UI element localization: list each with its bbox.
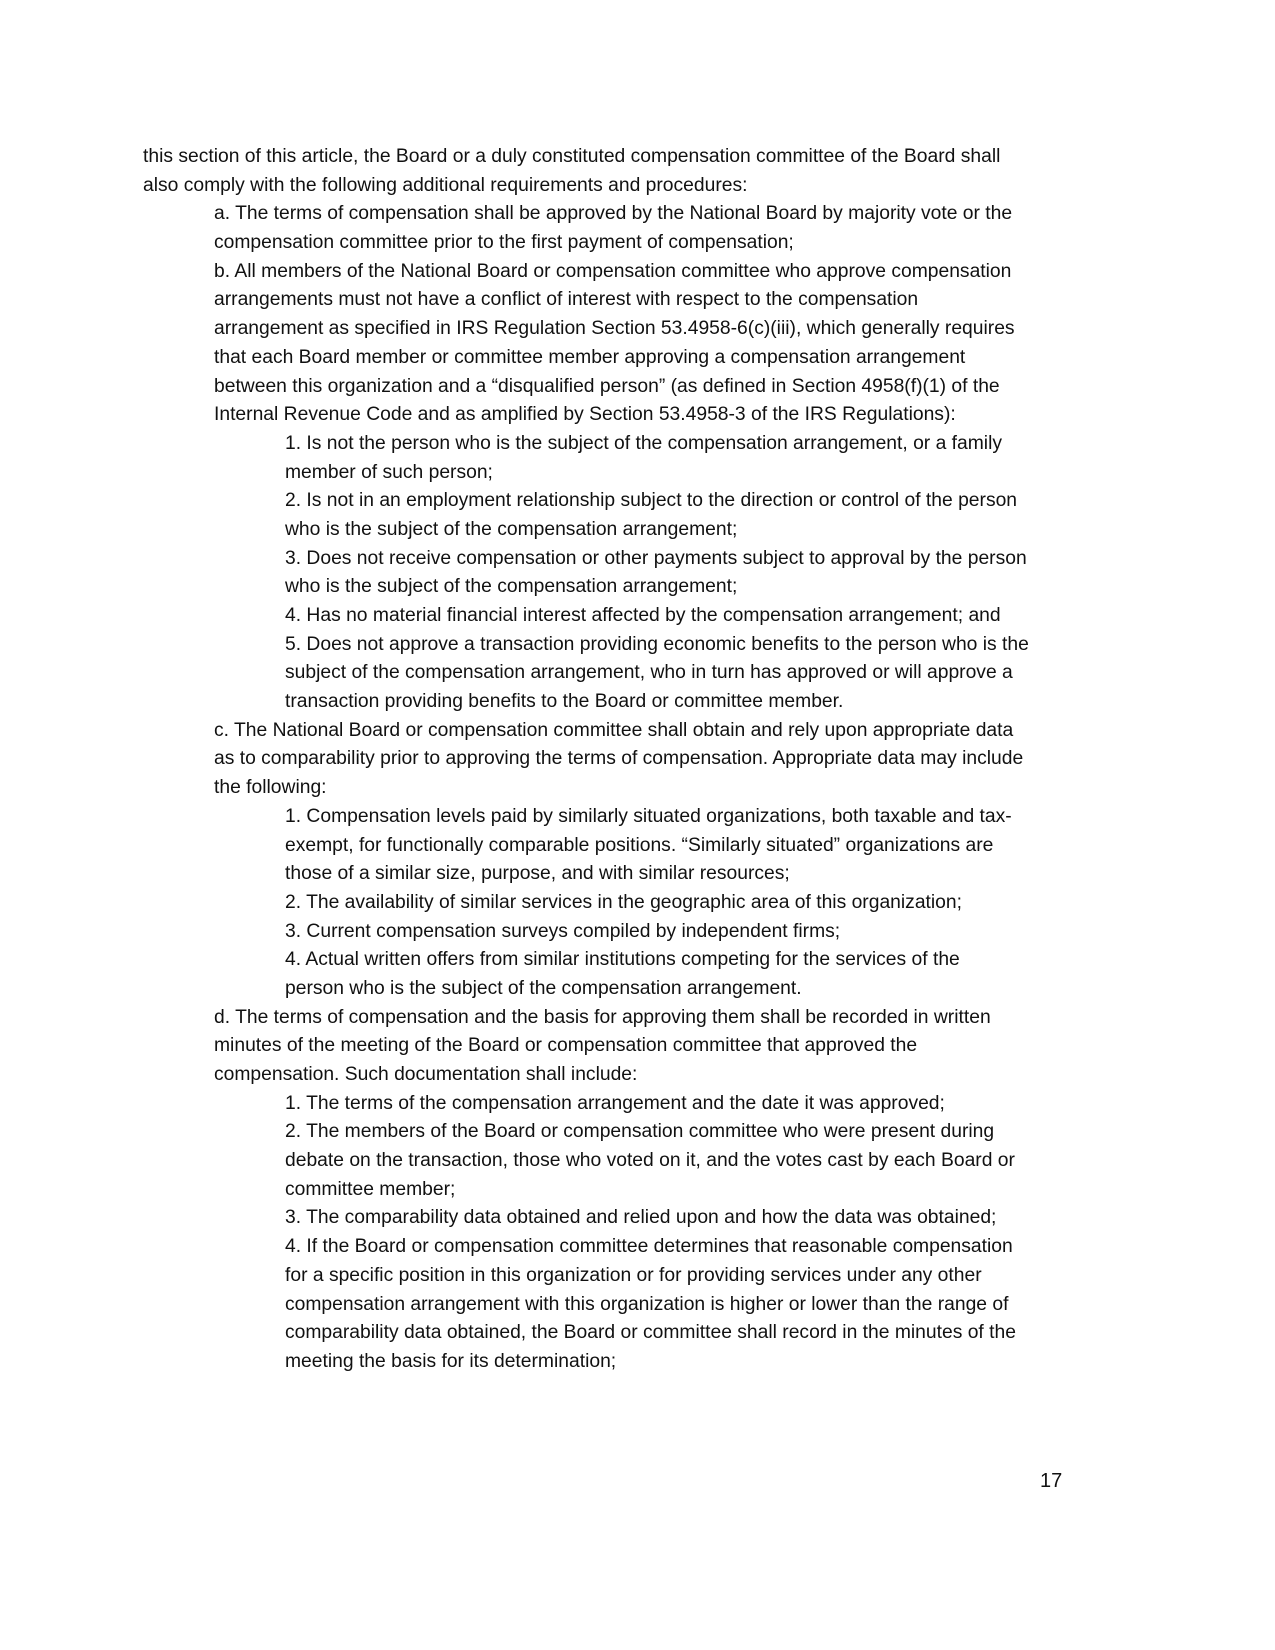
text-line: committee member; xyxy=(285,1178,456,1200)
text-line: that each Board member or committee member approving a compensation arrangement xyxy=(214,346,966,368)
text-line: 1. The terms of the compensation arrangement and the date it was approved; xyxy=(285,1092,945,1114)
page-number: 17 xyxy=(1040,1470,1063,1492)
list-item-numbered xyxy=(0,1090,1275,1119)
list-item-numbered xyxy=(0,918,1275,947)
text-line: 2. Is not in an employment relationship subject to the direction or control of the person xyxy=(285,490,1018,512)
text-line: this section of this article, the Board or a duly constituted compensation committee of the Board shall xyxy=(143,146,1001,167)
text-line: meeting the basis for its determination; xyxy=(285,1350,617,1372)
text-line: 2. The members of the Board or compensation committee who were present during xyxy=(285,1121,995,1143)
text-line: exempt, for functionally comparable positions. “Similarly situated” organizations are xyxy=(285,834,994,856)
text-line: member of such person; xyxy=(285,461,493,483)
list-item-lettered xyxy=(0,1004,1275,1090)
list-item-numbered xyxy=(0,430,1275,487)
list-item-numbered xyxy=(0,487,1275,544)
list-item-lettered xyxy=(0,200,1275,257)
text-line: as to comparability prior to approving the terms of compensation. Appropriate data may include xyxy=(214,748,1024,770)
list-item-numbered xyxy=(0,545,1275,602)
list-item-numbered xyxy=(0,1204,1275,1233)
text-line: 1. Compensation levels paid by similarly situated organizations, both taxable and tax- xyxy=(285,805,1012,827)
text-line: 4. Actual written offers from similar institutions competing for the services of the xyxy=(285,949,960,971)
text-line: a. The terms of compensation shall be approved by the National Board by majority vote or the xyxy=(214,203,1013,225)
text-line: arrangements must not have a conflict of interest with respect to the compensation xyxy=(214,289,919,311)
text-line: who is the subject of the compensation arrangement; xyxy=(285,518,738,540)
text-line: debate on the transaction, those who voted on it, and the votes cast by each Board or xyxy=(285,1150,1015,1172)
text-line: 2. The availability of similar services in the geographic area of this organization; xyxy=(285,891,962,913)
text-line: 3. Does not receive compensation or other payments subject to approval by the person xyxy=(285,547,1027,569)
list-item-numbered xyxy=(0,631,1275,717)
text-line: minutes of the meeting of the Board or compensation committee that approved the xyxy=(214,1035,918,1057)
list-item-numbered xyxy=(0,889,1275,918)
text-line: 5. Does not approve a transaction providing economic benefits to the person who is the xyxy=(285,633,1029,655)
text-line: arrangement as specified in IRS Regulation Section 53.4958-6(c)(iii), which generally requires xyxy=(214,318,1015,340)
text-line: b. All members of the National Board or compensation committee who approve compensation xyxy=(214,260,1012,282)
text-line: d. The terms of compensation and the basis for approving them shall be recorded in written xyxy=(214,1006,991,1028)
list-item-lettered xyxy=(0,717,1275,803)
text-line: 4. Has no material financial interest affected by the compensation arrangement; and xyxy=(285,605,1001,626)
text-line: transaction providing benefits to the Board or committee member. xyxy=(285,691,844,713)
document-body xyxy=(0,143,1275,1377)
text-line: who is the subject of the compensation arrangement; xyxy=(285,576,738,598)
text-line: the following: xyxy=(214,777,327,799)
text-line: 3. Current compensation surveys compiled by independent firms; xyxy=(285,920,841,942)
text-line: 1. Is not the person who is the subject of the compensation arrangement, or a family xyxy=(285,432,1003,454)
list-item-numbered xyxy=(0,946,1275,1003)
paragraph xyxy=(0,143,1275,200)
text-line: compensation committee prior to the first payment of compensation; xyxy=(214,232,794,254)
list-item-numbered xyxy=(0,1118,1275,1204)
text-line: Internal Revenue Code and as amplified by Section 53.4958-3 of the IRS Regulations): xyxy=(214,404,956,426)
text-line: c. The National Board or compensation committee shall obtain and rely upon appropriate data xyxy=(214,719,1014,741)
text-line: for a specific position in this organization or for providing services under any other xyxy=(285,1264,982,1286)
text-line: 3. The comparability data obtained and relied upon and how the data was obtained; xyxy=(285,1207,997,1229)
text-line: comparability data obtained, the Board or committee shall record in the minutes of the xyxy=(285,1322,1016,1344)
text-line: subject of the compensation arrangement, who in turn has approved or will approve a xyxy=(285,662,1013,684)
list-item-numbered xyxy=(0,1233,1275,1376)
text-line: compensation arrangement with this organization is higher or lower than the range of xyxy=(285,1293,1009,1315)
text-line: those of a similar size, purpose, and with similar resources; xyxy=(285,863,790,885)
text-line: compensation. Such documentation shall include: xyxy=(214,1064,638,1085)
text-line: 4. If the Board or compensation committee determines that reasonable compensation xyxy=(285,1236,1013,1258)
list-item-numbered xyxy=(0,803,1275,889)
list-item-lettered xyxy=(0,258,1275,430)
text-line: between this organization and a “disqualified person” (as defined in Section 4958(f)(1) of the xyxy=(214,375,1000,397)
text-line: also comply with the following additional requirements and procedures: xyxy=(143,174,748,196)
text-line: person who is the subject of the compensation arrangement. xyxy=(285,977,802,999)
list-item-numbered xyxy=(0,602,1275,631)
